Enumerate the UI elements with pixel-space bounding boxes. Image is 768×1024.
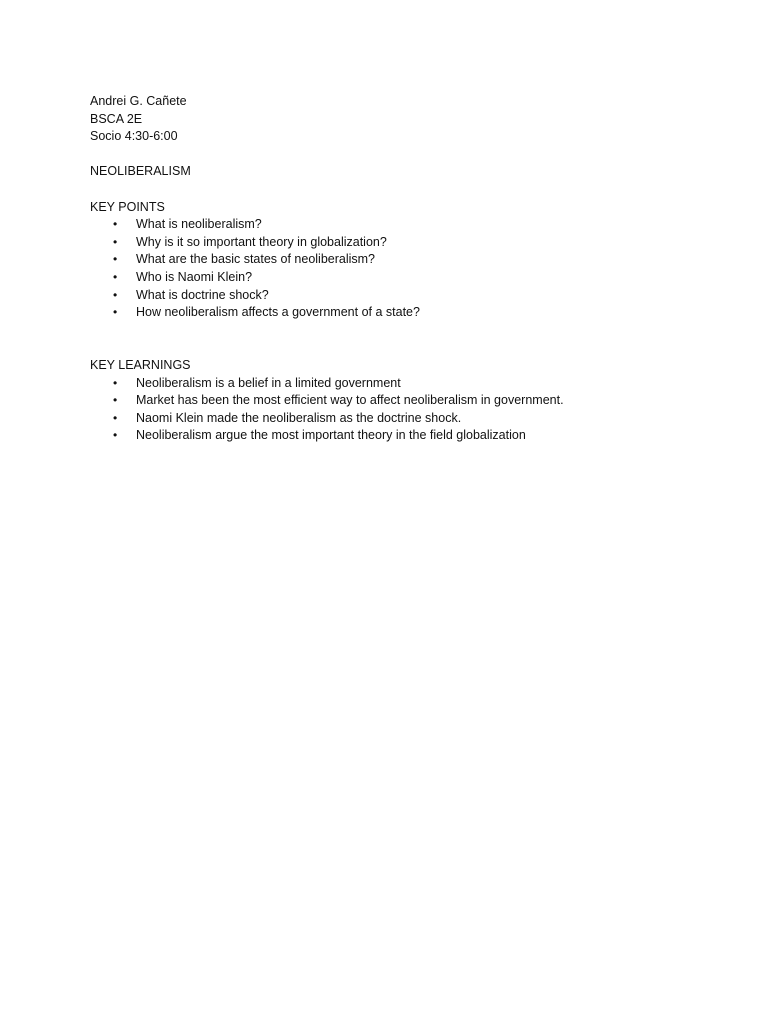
- bullet-icon: •: [113, 217, 118, 232]
- bullet-icon: •: [113, 305, 118, 320]
- list-item-text: Neoliberalism argue the most important theory in the field globalization: [136, 428, 526, 443]
- list-item-text: What is neoliberalism?: [136, 217, 262, 232]
- bullet-icon: •: [113, 269, 118, 284]
- document-body: [90, 93, 730, 445]
- key-learnings-list: [90, 375, 730, 445]
- list-item: [90, 375, 730, 393]
- list-item-text: What is doctrine shock?: [136, 287, 269, 302]
- list-item: [90, 287, 730, 305]
- key-points-heading: KEY POINTS: [90, 199, 165, 214]
- document-title: NEOLIBERALISM: [90, 164, 191, 179]
- list-item: [90, 269, 730, 287]
- bullet-icon: •: [113, 234, 118, 249]
- list-item: [90, 234, 730, 252]
- list-item-text: Why is it so important theory in globalization?: [136, 234, 387, 249]
- list-item-text: Market has been the most efficient way to affect neoliberalism in government.: [136, 393, 564, 408]
- class-schedule: Socio 4:30-6:00: [90, 129, 178, 144]
- list-item-text: Neoliberalism is a belief in a limited government: [136, 375, 401, 390]
- spacer: [90, 146, 730, 164]
- spacer: [90, 322, 730, 357]
- list-item: [90, 410, 730, 428]
- list-item-text: How neoliberalism affects a government of a state?: [136, 305, 420, 320]
- key-learnings-heading: KEY LEARNINGS: [90, 357, 191, 372]
- list-item-text: Naomi Klein made the neoliberalism as the doctrine shock.: [136, 410, 462, 425]
- list-item: [90, 427, 730, 445]
- list-item-text: What are the basic states of neoliberalism?: [136, 252, 376, 267]
- list-item: [90, 251, 730, 269]
- key-points-list: [90, 216, 730, 322]
- bullet-icon: •: [113, 428, 118, 443]
- list-item: [90, 392, 730, 410]
- bullet-icon: •: [113, 252, 118, 267]
- author-name: Andrei G. Cañete: [90, 94, 187, 108]
- bullet-icon: •: [113, 393, 118, 408]
- list-item-text: Who is Naomi Klein?: [136, 269, 253, 284]
- list-item: [90, 304, 730, 322]
- spacer: [90, 181, 730, 199]
- bullet-icon: •: [113, 410, 118, 425]
- bullet-icon: •: [113, 375, 118, 390]
- course-section: BSCA 2E: [90, 111, 143, 126]
- bullet-icon: •: [113, 287, 118, 302]
- list-item: [90, 216, 730, 234]
